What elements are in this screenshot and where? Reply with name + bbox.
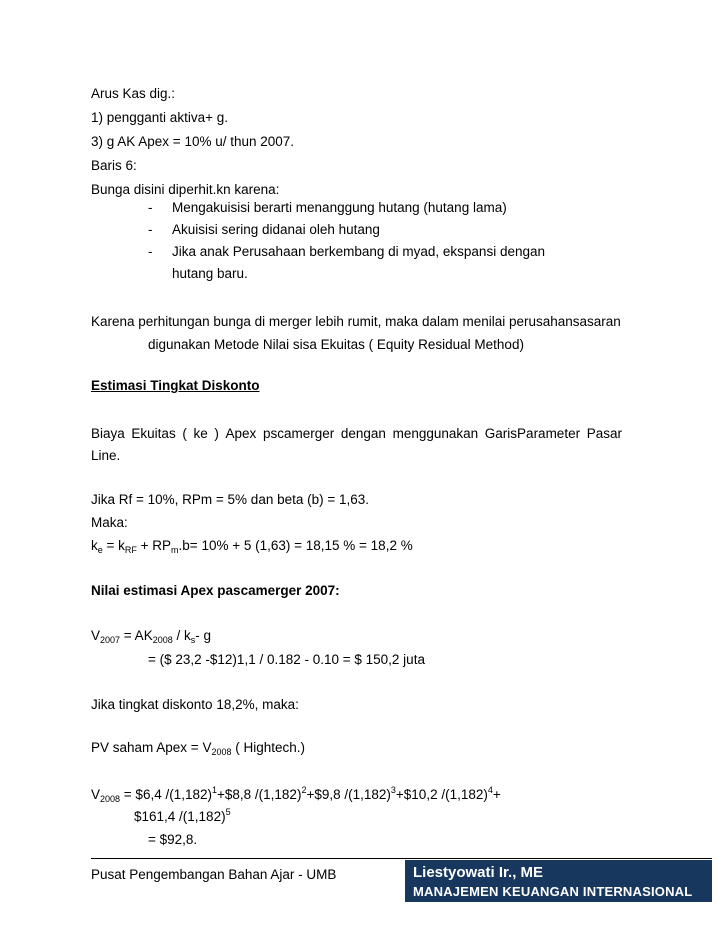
bullet-dash: - — [148, 200, 153, 215]
footer-publisher: Pusat Pengembangan Bahan Ajar - UMB — [91, 867, 337, 882]
text-line: Bunga disini diperhit.kn karena: — [91, 182, 280, 197]
text-line: Jika Rf = 10%, RPm = 5% dan beta (b) = 1,63. — [91, 492, 370, 507]
paragraph-justified: Biaya Ekuitas ( ke ) Apex pscamerger dengan menggunakan GarisParameter Pasar — [91, 426, 622, 441]
section-heading: Nilai estimasi Apex pascamerger 2007: — [91, 583, 340, 598]
bullet-dash: - — [148, 244, 153, 259]
paragraph: Karena perhitungan bunga di merger lebih rumit, maka dalam menilai perusahansasaran — [91, 314, 621, 329]
text-line: Maka: — [91, 515, 128, 530]
bullet-continuation: hutang baru. — [172, 266, 248, 281]
text-line: Baris 6: — [91, 158, 137, 173]
formula-ke: $k_e = k_{RF} + RP_m.b= 10\% + 5$ (1,63) = 18,15 % = 18,2 % — [91, 538, 413, 555]
footer-author: Liestyowati Ir., ME — [413, 864, 544, 881]
formula-continuation: $161,4 $/(1,182)^5$ — [134, 807, 231, 824]
formula-continuation: = ($ 23,2 -$12)1,1 / 0.182 - 0.10 = $ 150,2 juta — [148, 652, 425, 667]
formula-result: = $92,8. — [148, 832, 198, 847]
bullet-item: Akuisisi sering didanai oleh hutang — [172, 222, 380, 237]
formula-pv: PV saham Apex = $V_{2008}$ ( Hightech.) — [91, 740, 306, 757]
formula-v2008: $V_{2008}$ = $6,4 $/(1,182)^1+\$8,8$ $/(1,182)^2+\$9,8$ $/(1,182)^3+\$10,2$ $/(1,182)^4+$ — [91, 785, 501, 804]
bullet-item: Mengakuisisi berarti menanggung hutang (hutang lama) — [172, 200, 507, 215]
section-heading: Estimasi Tingkat Diskonto — [91, 378, 260, 393]
footer-rule — [91, 858, 712, 859]
text-line: 3) g AK Apex = 10% u/ thun 2007. — [91, 134, 295, 149]
paragraph-continuation: Line. — [91, 448, 121, 463]
text-line: Jika tingkat diskonto 18,2%, maka: — [91, 697, 299, 712]
bullet-item: Jika anak Perusahaan berkembang di myad, ekspansi dengan — [172, 244, 545, 259]
formula-v2007: $V_{2007} = AK_{2008} / k_s-$ g — [91, 628, 212, 645]
footer-course: MANAJEMEN KEUANGAN INTERNASIONAL — [413, 884, 693, 899]
paragraph-continuation: digunakan Metode Nilai sisa Ekuitas ( Equity Residual Method) — [148, 337, 524, 352]
text-line: 1) pengganti aktiva+ g. — [91, 110, 228, 125]
bullet-dash: - — [148, 222, 153, 237]
text-line: Arus Kas dig.: — [91, 86, 176, 101]
